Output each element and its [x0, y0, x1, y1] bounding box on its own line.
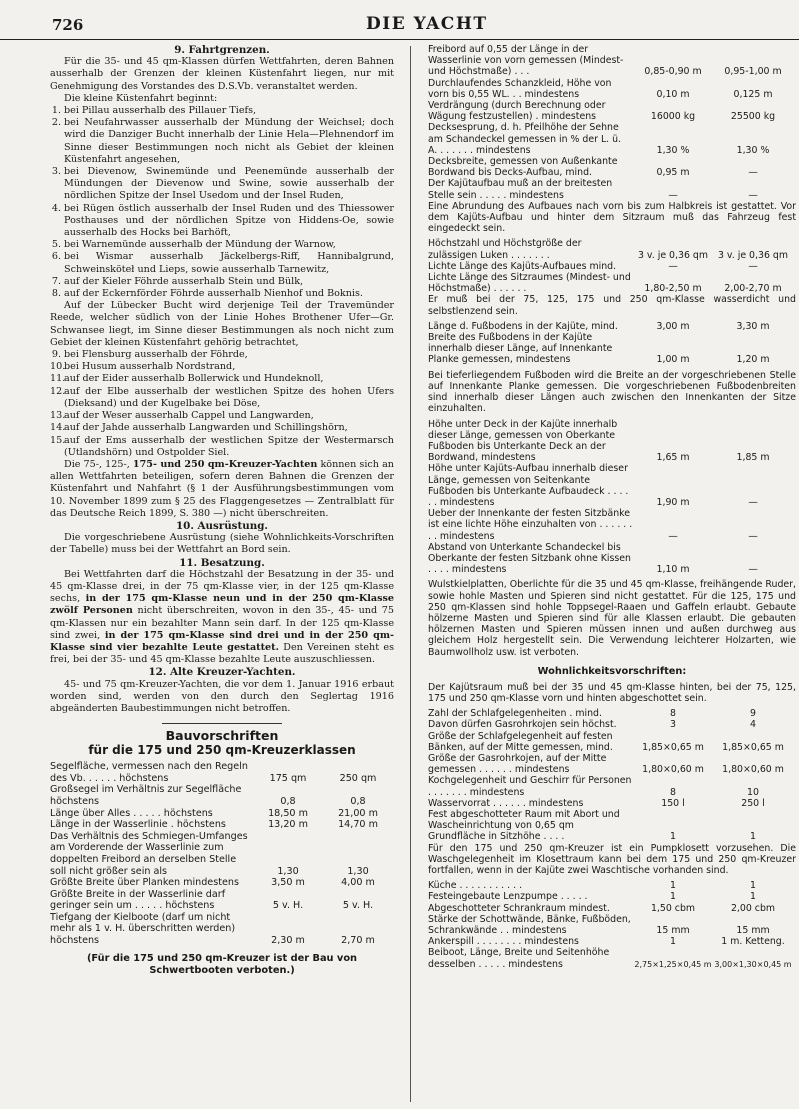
spec-table-2 — [428, 238, 796, 294]
table-row: Lichte Länge des Kajüts-Aufbaues mind. — — — [428, 260, 758, 272]
list-item: 11. auf der Eider ausserhalb Bollerwick und Hundeknoll, — [50, 373, 324, 385]
bauvorschriften-title: Bauvorschriften — [165, 728, 279, 744]
table-row: Zahl der Schlafgelegenheiten . mind. 8 9 — [428, 708, 756, 720]
table-row: Küche . . . . . . . . . . . 1 1 — [428, 880, 756, 892]
list-item: 12. auf der Elbe ausserhalb der westlichen Spitze des hohen Ufers (Dieksand) und der Kugelbake bei Döse, — [50, 385, 394, 409]
fussboden-paragraph: Bei tieferliegendem Fußboden wird die Breite an der vorgeschriebenen Stelle auf Innenkante Planke gemessen. Die vorgeschriebenen Fußbodenbreiten sind innerhalb dieser Längen auch zwischen den Innenkanten der Sitze einzuhalten. — [428, 369, 796, 415]
bauvorschriften-subtitle: für die 175 und 250 qm-Kreuzerklassen — [88, 743, 356, 758]
section-10-text: Die vorgeschriebene Ausrüstung (siehe Wohnlichkeits-Vorschriften der Tabelle) muss bei der Wettfahrt an Bord sein. — [50, 532, 394, 556]
table-row: Größe der Gasrohrkojen, auf der Mitte gemessen . . . . . . mindestens 1,80×0,60 m 1,80×0,60 m — [428, 752, 784, 776]
list-item: 3. bei Dievenow, Swinemünde und Peenemünde ausserhalb der Mündungen der Dievenow und Swine, sowie ausserhalb der nördlichen Spitze der Insel Usedom und der Insel Ruden, — [51, 166, 394, 202]
table-row: Länge über Alles . . . . . höchstens 18,50 m 21,00 m — [50, 807, 378, 819]
running-title: DIE YACHT — [366, 14, 488, 34]
list-item: 13. auf der Weser ausserhalb Cappel und Langwarden, — [50, 410, 314, 422]
column-divider — [410, 46, 411, 1102]
list-item: 14. auf der Jahde ausserhalb Langwarden und Schillingshörn, — [50, 422, 348, 434]
pumpklosett-paragraph: Für den 175 und 250 qm-Kreuzer ist ein Pumpklosett vorzusehen. Die Waschgelegenheit im Klosettraum kann bei dem 175 und 250 qm-Kreuzer fortfallen, wenn in der Kajüte zwei Waschtische vorhanden sind. — [428, 842, 796, 877]
table-row: Höhe unter Kajüts-Aufbau innerhalb dieser Länge, gemessen von Seitenkante Fußboden bis Unterkante Aufbaudeck . . . . . . mindestens 1,90 m — — [428, 463, 758, 508]
section-10-title: 10. Ausrüstung. — [176, 519, 268, 532]
table-row: Durchlaufendes Schanzkleid, Höhe von vorn bis 0,55 WL. . . mindestens 0,10 m 0,125 m — [428, 77, 773, 100]
kajuetsraum-paragraph: Der Kajütsraum muß bei der 35 und 45 qm-Klasse hinten, bei der 75, 125, 175 und 250 qm-Klasse vorn und hinten abgeschottet sein. — [428, 681, 796, 704]
table-row: Festeingebaute Lenzpumpe . . . . . 1 1 — [428, 891, 756, 903]
list-item: 7. auf der Kieler Föhrde ausserhalb Stein und Bülk, — [51, 275, 304, 287]
table-row: Ankerspill . . . . . . . . mindestens 1 1 m. Ketteng. — [428, 936, 785, 948]
section-12-text: 45- und 75 qm-Kreuzer-Yachten, die vor dem 1. Januar 1916 erbaut worden sind, werden von den durch den Seglertag 1916 abgeänderten Baubestimmungen nicht betroffen. — [50, 678, 394, 714]
table-row: Decksesprung, d. h. Pfeilhöhe der Sehne am Schandeckel gemessen in % der L. ü. A. . . . . . . mindestens 1,30 % 1,30 % — [428, 122, 770, 156]
table-row: Größte Breite über Planken mindestens 3,50 m 4,00 m — [50, 877, 375, 889]
right-column — [428, 44, 796, 1106]
page-number: 726 — [52, 16, 84, 34]
construction-table — [50, 761, 394, 947]
list-item: 6. bei Wismar ausserhalb Jäckelbergs-Riff, Hannibalgrund, Schweinsköteł und Lieps, sowie ausserhalb Tarnewitz, — [51, 251, 394, 275]
table-row: Das Verhältnis des Schmiegen-Umfanges am Vorderende der Wasserlinie zum doppelten Freibord an derselben Stelle soll nicht größer sein als 1,30 1,30 — [50, 830, 369, 877]
table-row: Großsegel im Verhältnis zur Segelfläche höchstens 0,8 0,8 — [50, 784, 366, 807]
table-row: Höchstzahl und Höchstgröße der zulässigen Luken . . . . . . . 3 v. je 0,36 qm 3 v. je 0,36 qm — [428, 238, 788, 261]
table-row: Abgeschotteter Schrankraum mindest. 1,50 cbm 2,00 cbm — [428, 902, 776, 914]
table-row: Der Kajütaufbau muß an der breitesten Stelle sein . . . . . mindestens — — — [428, 178, 758, 201]
table-row: Breite des Fußbodens in der Kajüte innerhalb dieser Länge, auf Innenkante Planke gemessen, mindestens 1,00 m 1,20 m — [428, 332, 770, 366]
table-row: Größte Breite in der Wasserlinie darf geringer sein um . . . . . höchstens 5 v. H. 5 v. H. — [50, 888, 374, 912]
schwertboot-footnote: (Für die 175 und 250 qm-Kreuzer ist der Bau von Schwertbooten verboten.) — [86, 952, 358, 976]
luebecker-bucht-paragraph: Auf der Lübecker Bucht wird derjenige Teil der Travemünder Reede, welcher südlich von der Linie Hohes Brothener Ufer—Gr. Schwansee liegt, im Sinne dieser Bestimmungen als noch nicht zum Gebiet der kleinen Küstenfahrt gehörig betrachtet, — [50, 300, 394, 348]
table-row: Segelfläche, vermessen nach den Regeln des Vb. . . . . . höchstens 175 qm 250 qm — [50, 761, 377, 784]
spec-table-5 — [428, 708, 796, 842]
table-row: Länge d. Fußbodens in der Kajüte, mind. 3,00 m 3,30 m — [428, 320, 770, 332]
table-row: Kochgelegenheit und Geschirr für Personen . . . . . . . mindestens 8 10 — [428, 775, 759, 798]
table-row: Größe der Schlafgelegenheit auf festen Bänken, auf der Mitte gemessen, mind. 1,85×0,65 m 1,85×0,65 m — [428, 730, 784, 753]
section-12-title: 12. Alte Kreuzer-Yachten. — [148, 666, 296, 679]
spec-table-3 — [428, 321, 796, 366]
boundary-list-b — [50, 349, 394, 459]
list-item: 15. auf der Ems ausserhalb der westlichen Spitze der Westermarsch (Utlandshörn) und Ostpolder Siel. — [50, 434, 394, 458]
list-item: 10. bei Husum ausserhalb Nordstrand, — [50, 361, 236, 373]
table-row: Decksbreite, gemessen von Außenkante Bordwand bis Decks-Aufbau, mind. 0,95 m — — [428, 156, 758, 179]
section-9-lead: Die kleine Küstenfahrt beginnt: — [64, 92, 218, 104]
left-column — [50, 44, 394, 1106]
section-9-intro: Für die 35- und 45 qm-Klassen dürfen Wettfahrten, deren Bahnen ausserhalb der Grenzen der kleinen Küstenfahrt liegen, nur mit Genehmigung des Vorstandes des D.S.Vb. veranstaltet werden. — [50, 56, 394, 92]
list-item: 4. bei Rügen östlich ausserhalb der Insel Ruden und des Thiessower Posthauses und der nördlichen Spitze von Hiddens-Oe, sowie ausserhalb des Hocks bei Barhöft, — [51, 202, 394, 239]
table-row: Wasservorrat . . . . . . mindestens 150 l 250 l — [428, 797, 765, 809]
spec-table-1 — [428, 44, 796, 201]
table-row: Länge in der Wasserlinie . höchstens 13,20 m 14,70 m — [50, 819, 378, 831]
table-row: Freibord auf 0,55 der Länge in der Wasserlinie von vorn gemessen (Mindest- und Höchstmaße) . . . 0,85-0,90 m 0,95-1,00 m — [428, 44, 782, 78]
table-row: Lichte Länge des Sitzraumes (Mindest- und Höchstmaße) . . . . . . 1,80-2,50 m 2,00-2,70 m — [428, 272, 782, 295]
table-row: Beiboot, Länge, Breite und Seitenhöhe desselben . . . . . mindestens 2,75×1,25×0,45 m 3,00×1,30×0,45 m — [428, 947, 792, 970]
table-row: Abstand von Unterkante Schandeckel bis Oberkante der festen Sitzbank ohne Kissen . . . . mindestens 1,10 m — — [428, 541, 758, 576]
spec-table-6 — [428, 880, 796, 970]
boundary-list-a — [50, 105, 394, 300]
aufbau-paragraph: Eine Abrundung des Aufbaues nach vorn bis zum Halbkreis ist gestattet. Vor dem Kajüts-Aufbau und hinter dem Sitzraum muß das Fahrzeug fest eingedeckt sein. — [428, 200, 796, 235]
spec-table-4 — [428, 419, 796, 576]
kreuzer-paragraph: Die 75-, 125-, 175- und 250 qm-Kreuzer-Yachten können sich an allen Wettfahrten beteiligen, sofern deren Bahnen die Grenzen der Küstenfahrt und Nahfahrt (§ 1 der Ausführungsbestimmungen vom 10. November 1899 zum § 25 des Flaggengesetzes — Zentralblatt für das Deutsche Reich 1899, S. 380 —) nicht überschreiten. — [50, 458, 394, 519]
table-row: Höhe unter Deck in der Kajüte innerhalb dieser Länge, gemessen von Oberkante Fußboden bis Unterkante Deck an der Bordwand, mindestens 1,65 m 1,85 m — [428, 418, 770, 464]
list-item: 1. bei Pillau ausserhalb des Pillauer Tiefs, — [51, 105, 257, 117]
table-row: Verdrängung (durch Berechnung oder Wägung festzustellen) . mindestens 16000 kg 25500 kg — [428, 100, 776, 123]
list-item: 2. bei Neufahrwasser ausserhalb der Mündung der Weichsel; doch wird die Danziger Bucht innerhalb der Linie Hela—Plehnendorf im Sinne dieser Bestimmungen noch nicht als Gebiet der kleinen Küstenfahrt angesehen, — [51, 117, 394, 165]
table-row: Davon dürfen Gasrohrkojen sein höchst. 3 4 — [428, 719, 756, 731]
section-11-title: 11. Besatzung. — [179, 556, 265, 569]
table-row: Ueber der Innenkante der festen Sitzbänke ist eine lichte Höhe einzuhalten von . . . . . . . . mindestens — — — [428, 508, 758, 542]
list-item: 8. auf der Eckernförder Föhrde ausserhalb Nienhof und Boknis. — [51, 288, 363, 300]
sitzraum-paragraph: Er muß bei der 75, 125, 175 und 250 qm-Klasse wasserdicht und selbstlenzend sein. — [428, 294, 796, 317]
list-item: 5. bei Warnemünde ausserhalb der Mündung der Warnow, — [51, 239, 336, 251]
masten-paragraph: Wulstkielplatten, Oberlichte für die 35 und 45 qm-Klasse, freihängende Ruder, sowie hohle Masten und Spieren sind nicht gestattet. Für die 125, 175 und 250 qm-Klassen sind hohle Toppsegel-Raaen und Gaffeln erlaubt. Gebaute hölzerne Masten und Spieren sind für alle Klassen erlaubt. Die gebauten hölzernen Masten und Spieren müssen innen und außen durchweg aus gleichem Holz hergestellt sein. Die Verwendung leichterer Holzarten, wie Baumwollholz usw. ist verboten. — [428, 579, 796, 658]
table-row: Fest abgeschotteter Raum mit Abort und Wascheinrichtung von 0,65 qm Grundfläche in Sitzhöhe . . . . 1 1 — [428, 809, 756, 843]
section-9-title: 9. Fahrtgrenzen. — [174, 44, 270, 56]
wohnlichkeit-title: Wohnlichkeitsvorschriften: — [537, 665, 687, 677]
page-header — [0, 12, 799, 40]
section-11-text: Bei Wettfahrten darf die Höchstzahl der Besatzung in der 35- und 45 qm-Klasse drei, in der 75 qm-Klasse vier, in der 125 qm-Klasse sechs, in der 175 qm-Klasse neun und in der 250 qm-Klasse zwölf Personen nicht überschreiten, wovon in den 35-, 45- und 75 qm-Klassen nur ein bezahlter Mann sein darf. In der 125 qm-Klasse sind zwei, in der 175 qm-Klasse sind drei und in der 250 qm-Klasse sind vier bezahlte Leute gestattet. Den Vereinen steht es frei, bei der 35- und 45 qm-Klasse bezahlte Leute auszuschliessen. — [50, 568, 394, 666]
list-item: 9. bei Flensburg ausserhalb der Föhrde, — [51, 349, 248, 361]
table-row: Tiefgang der Kielboote (darf um nicht mehr als 1 v. H. überschritten werden) höchstens 2,30 m 2,70 m — [50, 911, 375, 947]
table-row: Stärke der Schottwände, Bänke, Fußböden, Schrankwände . . mindestens 15 mm 15 mm — [428, 913, 770, 937]
